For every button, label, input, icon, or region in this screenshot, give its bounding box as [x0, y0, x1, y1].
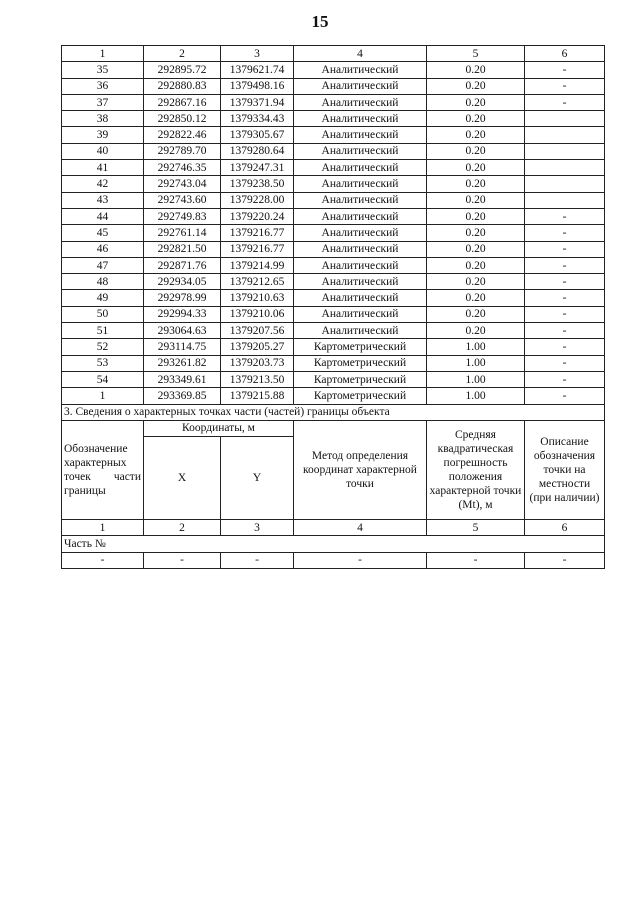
col-num-2: 2: [144, 46, 221, 62]
coord-y-cell: 1379216.77: [221, 225, 294, 241]
part-label: Часть №: [62, 536, 605, 552]
point-number-cell: 40: [62, 143, 144, 159]
accuracy-cell: 1.00: [427, 371, 525, 387]
section3-number-row: [62, 520, 605, 536]
coord-x-cell: 292789.70: [144, 143, 221, 159]
coord-y-cell: 1379214.99: [221, 257, 294, 273]
description-cell: -: [525, 290, 605, 306]
coord-x-cell: 293261.82: [144, 355, 221, 371]
s3-num-4: 4: [294, 520, 427, 536]
description-cell: -: [525, 371, 605, 387]
coord-y-cell: 1379212.65: [221, 274, 294, 290]
point-number-cell: 50: [62, 306, 144, 322]
col-num-1: 1: [62, 46, 144, 62]
accuracy-cell: 0.20: [427, 323, 525, 339]
col-num-3: 3: [221, 46, 294, 62]
description-cell: [525, 111, 605, 127]
method-cell: Аналитический: [294, 323, 427, 339]
coord-y-cell: 1379238.50: [221, 176, 294, 192]
point-number-cell: 45: [62, 225, 144, 241]
point-number-cell: 46: [62, 241, 144, 257]
point-number-cell: 39: [62, 127, 144, 143]
coord-x-cell: 293349.61: [144, 371, 221, 387]
coord-y-cell: 1379498.16: [221, 78, 294, 94]
accuracy-cell: 0.20: [427, 160, 525, 176]
header-description: Описание обозначения точки на местности (при наличии): [525, 420, 605, 519]
coord-x-cell: 292934.05: [144, 274, 221, 290]
section3-header-row: [62, 420, 605, 436]
description-cell: -: [525, 388, 605, 404]
empty-cell-2: -: [144, 552, 221, 568]
empty-cell-5: -: [427, 552, 525, 568]
s3-num-2: 2: [144, 520, 221, 536]
coord-x-cell: 292822.46: [144, 127, 221, 143]
table-row: [62, 388, 605, 404]
method-cell: Аналитический: [294, 160, 427, 176]
coord-y-cell: 1379203.73: [221, 355, 294, 371]
description-cell: -: [525, 62, 605, 78]
table-row: [62, 208, 605, 224]
coord-y-cell: 1379216.77: [221, 241, 294, 257]
coord-x-cell: 293064.63: [144, 323, 221, 339]
accuracy-cell: 0.20: [427, 306, 525, 322]
method-cell: Аналитический: [294, 78, 427, 94]
method-cell: Аналитический: [294, 176, 427, 192]
coord-y-cell: 1379215.88: [221, 388, 294, 404]
point-number-cell: 36: [62, 78, 144, 94]
coord-y-cell: 1379621.74: [221, 62, 294, 78]
accuracy-cell: 0.20: [427, 62, 525, 78]
description-cell: -: [525, 225, 605, 241]
table-row: [62, 290, 605, 306]
coord-x-cell: 292850.12: [144, 111, 221, 127]
description-cell: -: [525, 208, 605, 224]
table-row: [62, 143, 605, 159]
s3-num-5: 5: [427, 520, 525, 536]
s3-num-6: 6: [525, 520, 605, 536]
coord-y-cell: 1379213.50: [221, 371, 294, 387]
point-number-cell: 53: [62, 355, 144, 371]
accuracy-cell: 1.00: [427, 355, 525, 371]
section3-part-row: [62, 536, 605, 552]
description-cell: -: [525, 323, 605, 339]
method-cell: Аналитический: [294, 192, 427, 208]
point-number-cell: 43: [62, 192, 144, 208]
point-number-cell: 51: [62, 323, 144, 339]
point-number-cell: 52: [62, 339, 144, 355]
table-row: [62, 192, 605, 208]
col-num-5: 5: [427, 46, 525, 62]
header-y: Y: [221, 437, 294, 520]
method-cell: Аналитический: [294, 143, 427, 159]
section3-title-row: [62, 404, 605, 420]
accuracy-cell: 0.20: [427, 290, 525, 306]
coord-x-cell: 292743.04: [144, 176, 221, 192]
coord-x-cell: 293114.75: [144, 339, 221, 355]
s3-num-3: 3: [221, 520, 294, 536]
method-cell: Аналитический: [294, 62, 427, 78]
accuracy-cell: 1.00: [427, 388, 525, 404]
col-num-6: 6: [525, 46, 605, 62]
coordinates-table: [61, 45, 605, 569]
description-cell: -: [525, 274, 605, 290]
description-cell: -: [525, 241, 605, 257]
accuracy-cell: 0.20: [427, 143, 525, 159]
empty-cell-4: -: [294, 552, 427, 568]
method-cell: Картометрический: [294, 339, 427, 355]
s3-num-1: 1: [62, 520, 144, 536]
coord-y-cell: 1379210.63: [221, 290, 294, 306]
coord-y-cell: 1379210.06: [221, 306, 294, 322]
description-cell: [525, 160, 605, 176]
accuracy-cell: 0.20: [427, 274, 525, 290]
method-cell: Аналитический: [294, 111, 427, 127]
page-number: 15: [311, 12, 329, 31]
description-cell: -: [525, 78, 605, 94]
table-row: [62, 371, 605, 387]
table-row: [62, 62, 605, 78]
table-row: [62, 94, 605, 110]
description-cell: [525, 176, 605, 192]
header-x: X: [144, 437, 221, 520]
coord-y-cell: 1379220.24: [221, 208, 294, 224]
accuracy-cell: 0.20: [427, 127, 525, 143]
description-cell: [525, 143, 605, 159]
coord-x-cell: 292994.33: [144, 306, 221, 322]
accuracy-cell: 0.20: [427, 241, 525, 257]
description-cell: -: [525, 355, 605, 371]
header-accuracy: Средняя квадратическая погрешность положения характерной точки (Mt), м: [427, 420, 525, 519]
coord-y-cell: 1379207.56: [221, 323, 294, 339]
table-row: [62, 323, 605, 339]
point-number-cell: 38: [62, 111, 144, 127]
coord-x-cell: 293369.85: [144, 388, 221, 404]
accuracy-cell: 0.20: [427, 78, 525, 94]
point-number-cell: 44: [62, 208, 144, 224]
section3-empty-row: [62, 552, 605, 568]
method-cell: Аналитический: [294, 94, 427, 110]
table-row: [62, 111, 605, 127]
coord-x-cell: 292880.83: [144, 78, 221, 94]
column-number-row: [62, 46, 605, 62]
coord-x-cell: 292895.72: [144, 62, 221, 78]
accuracy-cell: 0.20: [427, 208, 525, 224]
accuracy-cell: 0.20: [427, 176, 525, 192]
point-number-cell: 37: [62, 94, 144, 110]
point-number-cell: 1: [62, 388, 144, 404]
table-row: [62, 274, 605, 290]
accuracy-cell: 0.20: [427, 225, 525, 241]
coord-y-cell: 1379305.67: [221, 127, 294, 143]
coord-x-cell: 292749.83: [144, 208, 221, 224]
method-cell: Аналитический: [294, 274, 427, 290]
coord-x-cell: 292761.14: [144, 225, 221, 241]
method-cell: Аналитический: [294, 257, 427, 273]
table-row: [62, 306, 605, 322]
coord-y-cell: 1379205.27: [221, 339, 294, 355]
method-cell: Аналитический: [294, 127, 427, 143]
empty-cell-6: -: [525, 552, 605, 568]
description-cell: -: [525, 306, 605, 322]
description-cell: -: [525, 257, 605, 273]
header-method: Метод определения координат характерной точки: [294, 420, 427, 519]
coord-y-cell: 1379371.94: [221, 94, 294, 110]
method-cell: Аналитический: [294, 225, 427, 241]
method-cell: Аналитический: [294, 290, 427, 306]
accuracy-cell: 0.20: [427, 257, 525, 273]
table-row: [62, 241, 605, 257]
method-cell: Аналитический: [294, 208, 427, 224]
accuracy-cell: 0.20: [427, 94, 525, 110]
table-row: [62, 160, 605, 176]
table-row: [62, 225, 605, 241]
empty-cell-1: -: [62, 552, 144, 568]
empty-cell-3: -: [221, 552, 294, 568]
method-cell: Картометрический: [294, 388, 427, 404]
coord-x-cell: 292867.16: [144, 94, 221, 110]
coord-y-cell: 1379280.64: [221, 143, 294, 159]
coord-x-cell: 292978.99: [144, 290, 221, 306]
description-cell: -: [525, 339, 605, 355]
accuracy-cell: 0.20: [427, 111, 525, 127]
point-number-cell: 47: [62, 257, 144, 273]
method-cell: Картометрический: [294, 355, 427, 371]
col-num-4: 4: [294, 46, 427, 62]
point-number-cell: 54: [62, 371, 144, 387]
header-point-designation: Обозначение характерных точек части границы: [62, 420, 144, 519]
table-row: [62, 355, 605, 371]
point-number-cell: 41: [62, 160, 144, 176]
coord-y-cell: 1379228.00: [221, 192, 294, 208]
accuracy-cell: 1.00: [427, 339, 525, 355]
coord-x-cell: 292743.60: [144, 192, 221, 208]
coord-y-cell: 1379247.31: [221, 160, 294, 176]
header-coordinates: Координаты, м: [144, 420, 294, 436]
description-cell: [525, 192, 605, 208]
coord-x-cell: 292821.50: [144, 241, 221, 257]
method-cell: Аналитический: [294, 306, 427, 322]
method-cell: Аналитический: [294, 241, 427, 257]
coord-y-cell: 1379334.43: [221, 111, 294, 127]
table-row: [62, 176, 605, 192]
method-cell: Картометрический: [294, 371, 427, 387]
table-row: [62, 127, 605, 143]
table-row: [62, 339, 605, 355]
point-number-cell: 42: [62, 176, 144, 192]
table-row: [62, 257, 605, 273]
point-number-cell: 48: [62, 274, 144, 290]
point-number-cell: 35: [62, 62, 144, 78]
point-number-cell: 49: [62, 290, 144, 306]
coord-x-cell: 292746.35: [144, 160, 221, 176]
accuracy-cell: 0.20: [427, 192, 525, 208]
section3-title: 3. Сведения о характерных точках части (частей) границы объекта: [62, 404, 605, 420]
description-cell: [525, 127, 605, 143]
coord-x-cell: 292871.76: [144, 257, 221, 273]
table-row: [62, 78, 605, 94]
description-cell: -: [525, 94, 605, 110]
